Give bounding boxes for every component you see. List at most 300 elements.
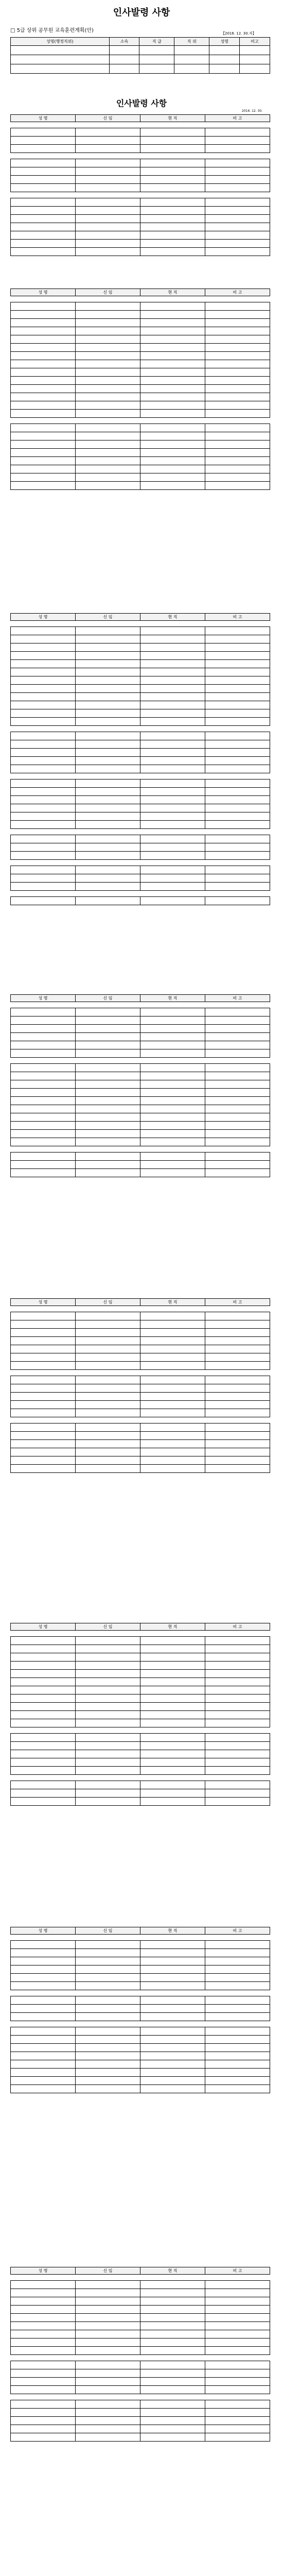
table-row <box>11 145 270 153</box>
table-row <box>11 223 270 231</box>
table-cell <box>205 465 270 473</box>
table-row <box>11 1080 270 1089</box>
table-cell <box>76 1448 140 1456</box>
table-cell <box>140 145 205 153</box>
table-cell <box>76 248 140 256</box>
table-cell <box>140 215 205 223</box>
table-row <box>11 1957 270 1965</box>
col-header: 성 명 <box>11 1927 76 1935</box>
table-cell <box>76 360 140 368</box>
table-row <box>11 1130 270 1138</box>
table-cell <box>205 1719 270 1727</box>
table-cell <box>76 1957 140 1965</box>
table-cell <box>11 2060 76 2069</box>
section-label <box>11 1935 270 1941</box>
table-cell <box>76 718 140 726</box>
table-cell <box>140 804 205 812</box>
table-cell <box>140 796 205 804</box>
table-cell <box>140 2417 205 2425</box>
section-title: 인사발령 사항 <box>116 98 167 108</box>
table-cell <box>76 1678 140 1686</box>
table-cell <box>11 2314 76 2322</box>
table-cell <box>140 335 205 344</box>
table-cell <box>140 311 205 319</box>
table-cell <box>205 676 270 685</box>
table-row <box>11 2400 270 2409</box>
table-cell <box>205 2306 270 2314</box>
table-cell <box>11 779 76 788</box>
col-header: 현 직 <box>140 1623 205 1631</box>
table-cell <box>205 1384 270 1393</box>
table-cell <box>76 198 140 207</box>
table-cell <box>11 1033 76 1041</box>
table-row <box>11 1041 270 1049</box>
table-cell <box>76 1767 140 1775</box>
table-cell <box>140 465 205 473</box>
table-cell <box>205 231 270 240</box>
table-cell <box>205 749 270 757</box>
table-cell <box>140 1138 205 1146</box>
table-row <box>11 627 270 635</box>
table-row <box>11 1694 270 1703</box>
table-cell <box>140 1376 205 1384</box>
table-cell <box>76 779 140 788</box>
table-cell <box>140 883 205 891</box>
table-cell <box>11 2005 76 2013</box>
table-row <box>11 1758 270 1767</box>
table-cell <box>140 1703 205 1711</box>
table-cell <box>11 652 76 660</box>
table-cell <box>205 812 270 821</box>
section-label <box>11 1306 270 1312</box>
table-cell <box>140 1169 205 1177</box>
table-cell <box>140 449 205 457</box>
table-row <box>11 1653 270 1662</box>
table-cell <box>140 1719 205 1727</box>
table-cell <box>76 821 140 829</box>
table-cell <box>11 473 76 482</box>
col-header: 비 고 <box>205 1623 270 1631</box>
table-cell <box>76 207 140 215</box>
table-cell <box>11 1089 76 1097</box>
table-cell <box>140 1758 205 1767</box>
table-cell <box>11 137 76 145</box>
table-cell <box>11 327 76 335</box>
section-label <box>11 1631 270 1637</box>
table-cell <box>140 2433 205 2442</box>
col-header: 신 임 <box>76 289 140 296</box>
table-cell <box>76 843 140 852</box>
table-cell <box>205 635 270 643</box>
table-cell <box>11 1169 76 1177</box>
table-cell <box>11 2297 76 2306</box>
table-row <box>11 1949 270 1957</box>
table-row <box>11 2409 270 2417</box>
table-cell <box>205 1423 270 1432</box>
table-row <box>11 2322 270 2330</box>
table-cell <box>140 709 205 718</box>
table-cell <box>76 2069 140 2077</box>
table-cell <box>11 311 76 319</box>
table-row <box>11 685 270 693</box>
table-cell <box>140 1798 205 1806</box>
table-cell <box>205 2013 270 2021</box>
table-cell <box>76 1016 140 1025</box>
table-cell <box>205 1465 270 1473</box>
table-cell <box>205 1409 270 1417</box>
table-cell <box>140 1409 205 1417</box>
table-cell <box>76 432 140 440</box>
table-row <box>11 1376 270 1384</box>
table-row <box>11 2289 270 2297</box>
table-cell <box>205 732 270 740</box>
table-cell <box>76 2338 140 2347</box>
table-cell <box>205 2085 270 2093</box>
table-cell <box>11 2433 76 2442</box>
table-row <box>11 779 270 788</box>
table-cell <box>140 1750 205 1758</box>
table-cell <box>76 1798 140 1806</box>
table-cell <box>11 1320 76 1329</box>
table-cell <box>140 1033 205 1041</box>
table-cell <box>11 1016 76 1025</box>
table-cell <box>205 1432 270 1440</box>
table-row <box>11 1025 270 1033</box>
col-header: 비 고 <box>205 614 270 621</box>
table-cell <box>205 2036 270 2044</box>
table-cell <box>76 2289 140 2297</box>
table-cell <box>11 1072 76 1080</box>
table-cell <box>205 643 270 652</box>
table-cell <box>205 1440 270 1448</box>
table-row <box>11 757 270 765</box>
table-cell <box>140 1329 205 1337</box>
table-cell <box>205 1153 270 1161</box>
table-cell <box>140 1670 205 1678</box>
table-cell <box>140 852 205 860</box>
table-cell <box>205 2060 270 2069</box>
table-cell <box>76 1432 140 1440</box>
table-cell <box>205 1353 270 1362</box>
table-cell <box>76 1653 140 1662</box>
table-row <box>11 2378 270 2386</box>
table-cell <box>205 1750 270 1758</box>
table-cell <box>11 377 76 385</box>
table-cell <box>140 1974 205 1982</box>
table-cell <box>140 668 205 676</box>
table-row <box>11 335 270 344</box>
table-cell <box>140 2322 205 2330</box>
table-row <box>11 1637 270 1645</box>
table-row <box>11 1329 270 1337</box>
table-cell <box>205 176 270 184</box>
section-label <box>11 122 270 128</box>
table-cell <box>140 1742 205 1750</box>
table-row <box>11 1097 270 1105</box>
table-cell <box>140 1080 205 1089</box>
table-cell <box>11 804 76 812</box>
table-row <box>11 410 270 418</box>
table-cell <box>140 167 205 176</box>
table-cell <box>11 167 76 176</box>
table-cell <box>205 2400 270 2409</box>
table-row <box>11 2297 270 2306</box>
table-cell <box>76 2044 140 2052</box>
table-row <box>11 393 270 401</box>
table-cell <box>76 1345 140 1353</box>
table-cell <box>76 1670 140 1678</box>
table-cell <box>140 302 205 311</box>
table-cell <box>140 685 205 693</box>
col-header: 성 명 <box>11 614 76 621</box>
table-row <box>11 473 270 482</box>
table-cell <box>140 1025 205 1033</box>
table-cell <box>140 2052 205 2060</box>
table-cell <box>140 1653 205 1662</box>
table-cell <box>140 319 205 327</box>
table-cell <box>205 718 270 726</box>
table-cell <box>205 627 270 635</box>
table-cell <box>11 660 76 668</box>
record-table <box>10 1623 270 1806</box>
table-cell <box>140 327 205 335</box>
table-row <box>11 137 270 145</box>
table-cell <box>11 401 76 410</box>
table-cell <box>205 668 270 676</box>
table-cell <box>76 1153 140 1161</box>
table-cell <box>76 1130 140 1138</box>
table-cell <box>76 1362 140 1370</box>
table-cell <box>11 676 76 685</box>
col-header: 현 직 <box>140 995 205 1002</box>
table-cell <box>205 1941 270 1949</box>
table-row <box>11 2036 270 2044</box>
table-cell <box>11 335 76 344</box>
table-cell <box>11 685 76 693</box>
table-cell <box>205 1662 270 1670</box>
table-cell <box>205 1089 270 1097</box>
table-cell <box>205 2347 270 2355</box>
table-cell <box>11 1678 76 1686</box>
table-cell <box>140 482 205 490</box>
table-cell <box>205 1033 270 1041</box>
col-header: 성 명 <box>11 1623 76 1631</box>
table-cell <box>205 401 270 410</box>
table-cell <box>140 2297 205 2306</box>
table-cell <box>11 1711 76 1719</box>
table-cell <box>11 1329 76 1337</box>
table-cell <box>140 344 205 352</box>
table-cell <box>76 167 140 176</box>
table-row <box>11 732 270 740</box>
table-cell <box>11 883 76 891</box>
table-cell <box>76 2052 140 2060</box>
table-row <box>11 2361 270 2369</box>
table-cell <box>76 1409 140 1417</box>
table-cell <box>140 718 205 726</box>
table-cell <box>140 1362 205 1370</box>
table-row <box>11 1789 270 1798</box>
table-cell <box>76 1080 140 1089</box>
table-row <box>11 1662 270 1670</box>
table-cell <box>76 302 140 311</box>
table-cell <box>140 749 205 757</box>
table-cell <box>205 137 270 145</box>
table-row <box>11 2044 270 2052</box>
table-cell <box>205 1637 270 1645</box>
table-cell <box>205 1711 270 1719</box>
table-row <box>11 843 270 852</box>
table-cell <box>11 2361 76 2369</box>
table-cell <box>11 749 76 757</box>
table-cell <box>140 1089 205 1097</box>
table-row <box>11 821 270 829</box>
table-cell <box>11 1465 76 1473</box>
table-row <box>11 693 270 701</box>
table-cell <box>205 866 270 874</box>
table-cell <box>205 1025 270 1033</box>
table-row <box>11 2085 270 2093</box>
table-cell <box>205 796 270 804</box>
table-row <box>11 1965 270 1974</box>
table-row <box>11 2338 270 2347</box>
table-cell <box>140 231 205 240</box>
table-cell <box>11 368 76 377</box>
table-cell <box>76 2330 140 2338</box>
table-cell <box>76 184 140 192</box>
table-cell <box>205 1080 270 1089</box>
table-cell <box>140 207 205 215</box>
table-cell <box>76 440 140 449</box>
table-cell <box>205 1949 270 1957</box>
table-row <box>11 2330 270 2338</box>
col-header: 신 임 <box>76 614 140 621</box>
table-row <box>11 327 270 335</box>
table-cell <box>11 2400 76 2409</box>
table-row <box>11 1719 270 1727</box>
table-cell <box>11 897 76 905</box>
table-row <box>11 2417 270 2425</box>
table-row <box>11 1465 270 1473</box>
table-cell <box>205 2425 270 2433</box>
table-cell <box>76 311 140 319</box>
table-cell <box>11 465 76 473</box>
table-cell <box>205 897 270 905</box>
table-row <box>11 2386 270 2394</box>
table-row <box>11 660 270 668</box>
table-cell <box>205 685 270 693</box>
table-cell <box>76 1122 140 1130</box>
col-header: 성 명 <box>11 289 76 296</box>
table-cell <box>76 352 140 360</box>
table-cell <box>11 1161 76 1169</box>
table-cell <box>205 207 270 215</box>
table-row <box>11 1767 270 1775</box>
table-cell <box>76 401 140 410</box>
col-header: 현 직 <box>140 614 205 621</box>
table-cell <box>76 627 140 635</box>
table-row <box>11 812 270 821</box>
table-cell <box>205 1138 270 1146</box>
table-row <box>11 1401 270 1409</box>
col-header: 비 고 <box>205 289 270 296</box>
table-cell <box>11 821 76 829</box>
table-cell <box>140 1637 205 1645</box>
section-label <box>11 1990 270 1996</box>
table-cell <box>140 1448 205 1456</box>
table-cell <box>76 1393 140 1401</box>
table-row <box>11 2281 270 2289</box>
table-cell <box>76 866 140 874</box>
table-cell <box>205 1781 270 1789</box>
table-cell <box>76 1008 140 1016</box>
table-cell <box>11 1982 76 1990</box>
table-cell <box>140 660 205 668</box>
table-cell <box>205 1049 270 1058</box>
table-cell <box>140 1694 205 1703</box>
table-cell <box>76 2433 140 2442</box>
table-cell <box>11 223 76 231</box>
table-row <box>11 64 270 74</box>
table-row <box>11 874 270 883</box>
table-cell <box>76 1041 140 1049</box>
col-header: 비 고 <box>205 1299 270 1306</box>
table-cell <box>140 1345 205 1353</box>
table-cell <box>140 184 205 192</box>
table-row <box>11 1423 270 1432</box>
table-cell <box>76 1750 140 1758</box>
table-cell <box>11 835 76 843</box>
table-cell <box>76 2386 140 2394</box>
table-cell <box>11 2044 76 2052</box>
table-row <box>11 2306 270 2314</box>
table-cell <box>11 1703 76 1711</box>
table-cell <box>205 248 270 256</box>
table-cell <box>205 319 270 327</box>
table-cell <box>11 2306 76 2314</box>
table-cell <box>140 1041 205 1049</box>
table-cell <box>140 1982 205 1990</box>
table-cell <box>76 1789 140 1798</box>
table-row <box>11 718 270 726</box>
table-cell <box>76 335 140 344</box>
table-cell <box>140 812 205 821</box>
table-row <box>11 1122 270 1130</box>
table-cell <box>205 1982 270 1990</box>
table-row <box>11 1033 270 1041</box>
table-cell <box>76 128 140 137</box>
table-cell <box>11 207 76 215</box>
table-cell <box>76 2013 140 2021</box>
table-cell <box>140 473 205 482</box>
table-row <box>11 676 270 685</box>
table-cell <box>76 2417 140 2425</box>
table-cell <box>140 1161 205 1169</box>
table-cell <box>76 393 140 401</box>
table-cell <box>76 2409 140 2417</box>
table-row <box>11 835 270 843</box>
table-cell <box>11 1798 76 1806</box>
table-row <box>11 1312 270 1320</box>
col-header: 비 고 <box>205 2267 270 2275</box>
table-cell <box>11 1105 76 1113</box>
table-row <box>11 1337 270 1345</box>
table-row <box>11 240 270 248</box>
table-row <box>11 440 270 449</box>
section-label <box>11 829 270 835</box>
table-cell <box>140 1645 205 1653</box>
table-cell <box>76 176 140 184</box>
